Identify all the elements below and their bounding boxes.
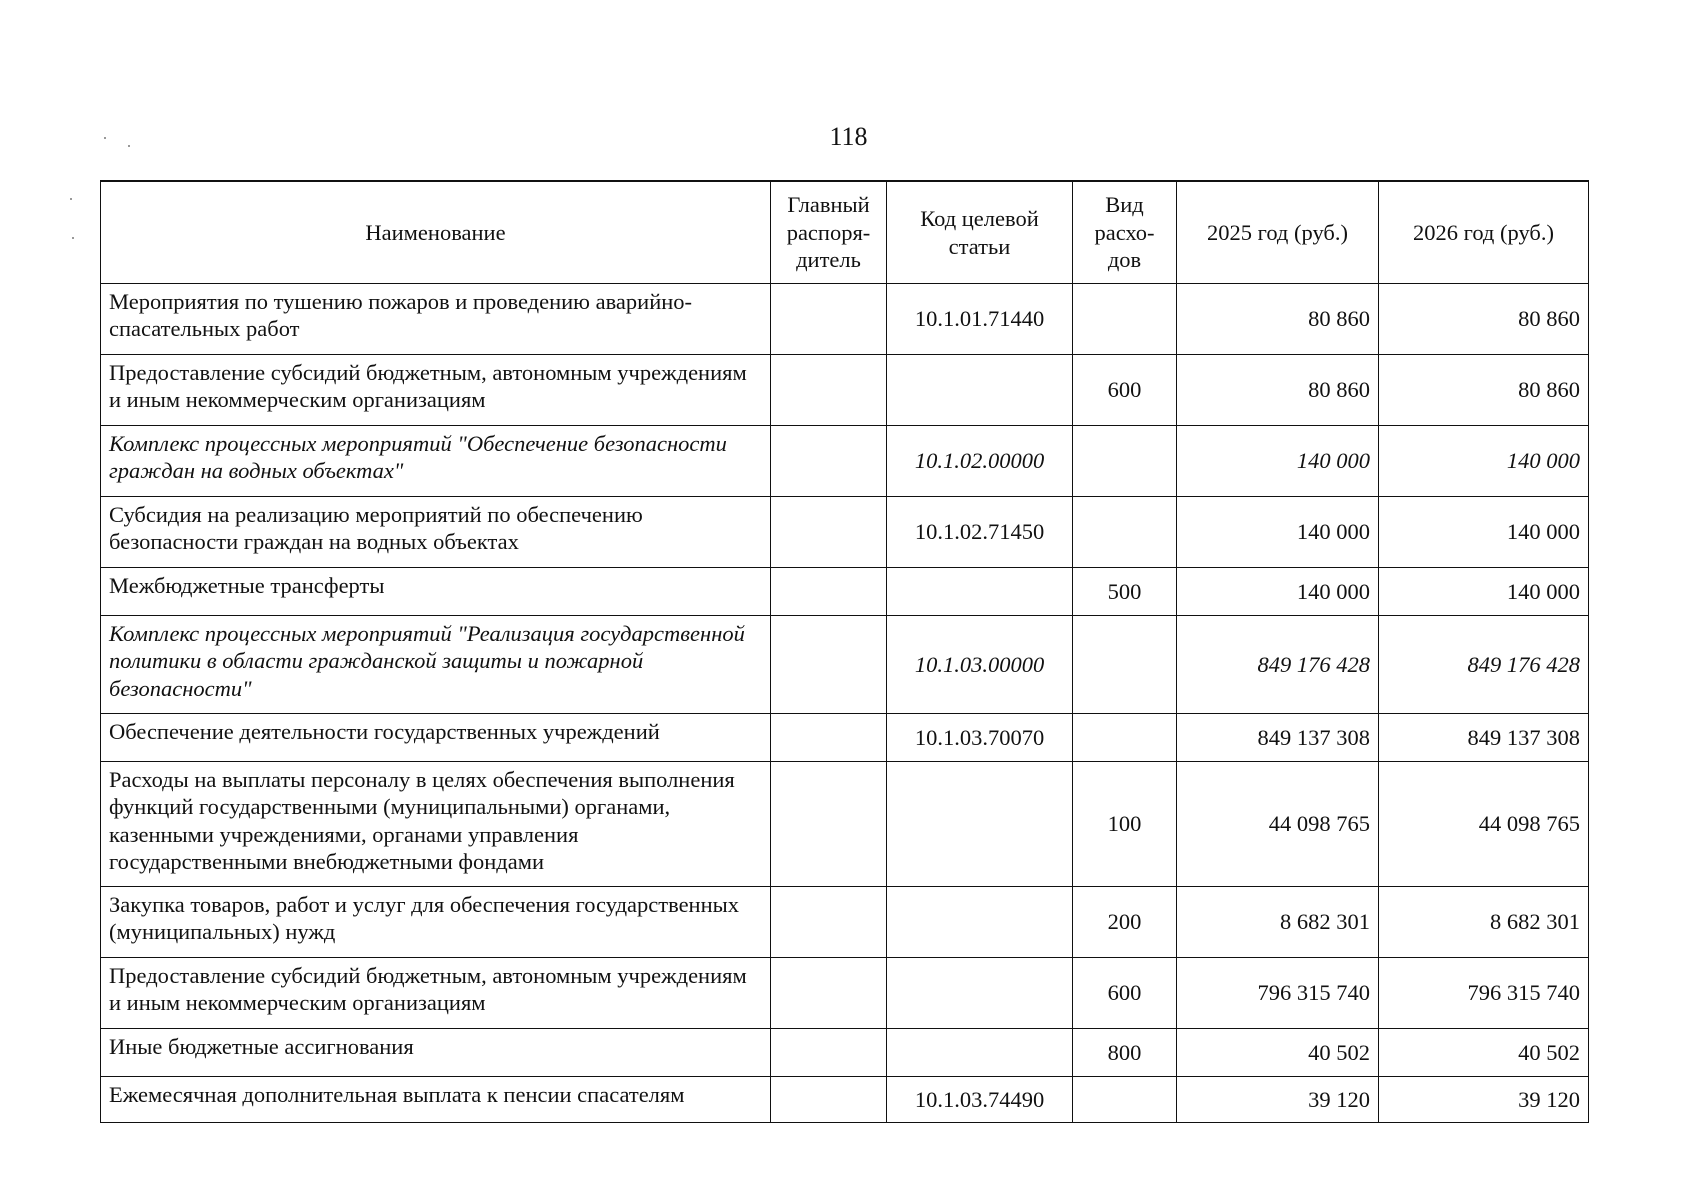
table-row bbox=[101, 568, 1589, 616]
header-expense-type: Вид расхо-дов bbox=[1073, 181, 1177, 284]
header-2025: 2025 год (руб.) bbox=[1177, 181, 1379, 284]
cell-2025: 796 315 740 bbox=[1177, 958, 1379, 1029]
cell-2025: 80 860 bbox=[1177, 355, 1379, 426]
cell-code bbox=[887, 355, 1073, 426]
cell-2025: 80 860 bbox=[1177, 284, 1379, 355]
cell-expense-type: 100 bbox=[1073, 762, 1177, 887]
cell-2025: 849 176 428 bbox=[1177, 616, 1379, 714]
cell-name: Межбюджетные трансферты bbox=[101, 568, 771, 616]
cell-2025: 140 000 bbox=[1177, 497, 1379, 568]
cell-name: Закупка товаров, работ и услуг для обеспечения государственных (муниципальных) нужд bbox=[101, 887, 771, 958]
cell-expense-type bbox=[1073, 426, 1177, 497]
cell-name: Предоставление субсидий бюджетным, автономным учреждениям и иным некоммерческим организациям bbox=[101, 958, 771, 1029]
cell-manager bbox=[771, 355, 887, 426]
table-row bbox=[101, 284, 1589, 355]
cell-2025: 39 120 bbox=[1177, 1077, 1379, 1123]
cell-code: 10.1.03.70070 bbox=[887, 714, 1073, 762]
table-row bbox=[101, 355, 1589, 426]
scan-speck bbox=[128, 145, 130, 147]
cell-name: Ежемесячная дополнительная выплата к пенсии спасателям bbox=[101, 1077, 771, 1123]
cell-code bbox=[887, 568, 1073, 616]
cell-2025: 140 000 bbox=[1177, 426, 1379, 497]
cell-code: 10.1.02.00000 bbox=[887, 426, 1073, 497]
cell-code: 10.1.03.00000 bbox=[887, 616, 1073, 714]
cell-code: 10.1.02.71450 bbox=[887, 497, 1073, 568]
cell-name: Обеспечение деятельности государственных учреждений bbox=[101, 714, 771, 762]
cell-expense-type: 200 bbox=[1073, 887, 1177, 958]
scan-speck bbox=[70, 198, 72, 200]
cell-manager bbox=[771, 887, 887, 958]
cell-name: Комплекс процессных мероприятий "Обеспечение безопасности граждан на водных объектах" bbox=[101, 426, 771, 497]
cell-name: Мероприятия по тушению пожаров и проведению аварийно-спасательных работ bbox=[101, 284, 771, 355]
cell-code bbox=[887, 762, 1073, 887]
cell-expense-type: 500 bbox=[1073, 568, 1177, 616]
cell-manager bbox=[771, 568, 887, 616]
cell-manager bbox=[771, 616, 887, 714]
table-row bbox=[101, 714, 1589, 762]
cell-2026: 39 120 bbox=[1379, 1077, 1589, 1123]
cell-manager bbox=[771, 426, 887, 497]
cell-code bbox=[887, 887, 1073, 958]
scan-speck bbox=[104, 137, 106, 139]
cell-2025: 849 137 308 bbox=[1177, 714, 1379, 762]
cell-expense-type bbox=[1073, 616, 1177, 714]
cell-expense-type: 600 bbox=[1073, 355, 1177, 426]
cell-2026: 40 502 bbox=[1379, 1029, 1589, 1077]
cell-2026: 140 000 bbox=[1379, 426, 1589, 497]
cell-expense-type bbox=[1073, 1077, 1177, 1123]
cell-manager bbox=[771, 1077, 887, 1123]
table-row bbox=[101, 958, 1589, 1029]
table-row bbox=[101, 762, 1589, 887]
header-2026: 2026 год (руб.) bbox=[1379, 181, 1589, 284]
cell-2026: 140 000 bbox=[1379, 497, 1589, 568]
cell-2026: 140 000 bbox=[1379, 568, 1589, 616]
table-row bbox=[101, 887, 1589, 958]
cell-2025: 140 000 bbox=[1177, 568, 1379, 616]
cell-2025: 44 098 765 bbox=[1177, 762, 1379, 887]
cell-name: Комплекс процессных мероприятий "Реализация государственной политики в области гражданской защиты и пожарной безопасности" bbox=[101, 616, 771, 714]
table-row bbox=[101, 497, 1589, 568]
cell-2026: 80 860 bbox=[1379, 355, 1589, 426]
cell-2026: 796 315 740 bbox=[1379, 958, 1589, 1029]
cell-manager bbox=[771, 958, 887, 1029]
cell-manager bbox=[771, 714, 887, 762]
cell-code: 10.1.03.74490 bbox=[887, 1077, 1073, 1123]
cell-expense-type: 800 bbox=[1073, 1029, 1177, 1077]
cell-2025: 40 502 bbox=[1177, 1029, 1379, 1077]
cell-code bbox=[887, 1029, 1073, 1077]
scan-speck bbox=[72, 237, 74, 239]
page-number: 118 bbox=[829, 122, 868, 151]
cell-2026: 849 137 308 bbox=[1379, 714, 1589, 762]
cell-expense-type bbox=[1073, 497, 1177, 568]
header-code: Код целевой статьи bbox=[887, 181, 1073, 284]
table-row bbox=[101, 1077, 1589, 1123]
table-header-row bbox=[101, 181, 1589, 284]
cell-2025: 8 682 301 bbox=[1177, 887, 1379, 958]
cell-manager bbox=[771, 762, 887, 887]
cell-code bbox=[887, 958, 1073, 1029]
table-row bbox=[101, 1029, 1589, 1077]
cell-name: Предоставление субсидий бюджетным, автономным учреждениям и иным некоммерческим организациям bbox=[101, 355, 771, 426]
cell-expense-type bbox=[1073, 284, 1177, 355]
cell-manager bbox=[771, 497, 887, 568]
cell-manager bbox=[771, 284, 887, 355]
table-row bbox=[101, 426, 1589, 497]
header-name: Наименование bbox=[101, 181, 771, 284]
cell-name: Иные бюджетные ассигнования bbox=[101, 1029, 771, 1077]
cell-2026: 44 098 765 bbox=[1379, 762, 1589, 887]
cell-manager bbox=[771, 1029, 887, 1077]
cell-code: 10.1.01.71440 bbox=[887, 284, 1073, 355]
cell-name: Расходы на выплаты персоналу в целях обеспечения выполнения функций государственными (муниципальными) органами, казенными учреждениями, органами управления государственными внебюджетными фондами bbox=[101, 762, 771, 887]
cell-expense-type bbox=[1073, 714, 1177, 762]
budget-table bbox=[100, 180, 1589, 1123]
table-row bbox=[101, 616, 1589, 714]
cell-name: Субсидия на реализацию мероприятий по обеспечению безопасности граждан на водных объектах bbox=[101, 497, 771, 568]
cell-2026: 8 682 301 bbox=[1379, 887, 1589, 958]
cell-2026: 80 860 bbox=[1379, 284, 1589, 355]
cell-expense-type: 600 bbox=[1073, 958, 1177, 1029]
cell-2026: 849 176 428 bbox=[1379, 616, 1589, 714]
header-manager: Главный распоря-дитель bbox=[771, 181, 887, 284]
